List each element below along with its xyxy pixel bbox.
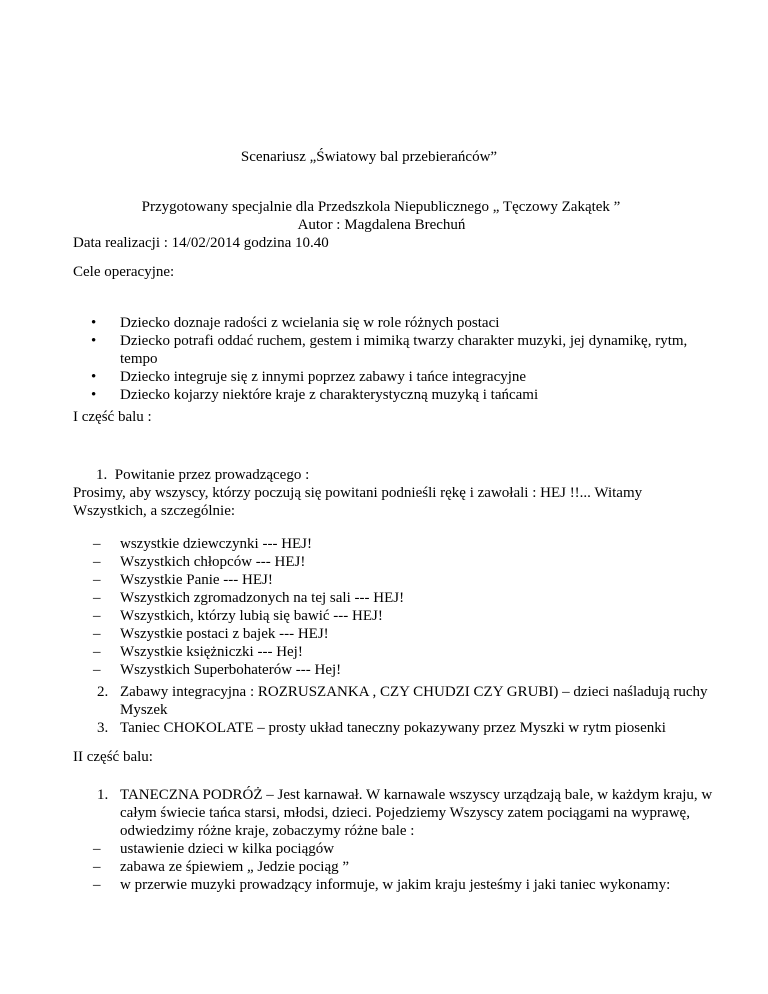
greeting-line: – Wszystkie Panie --- HEJ! — [73, 571, 404, 589]
greeting-line: – Wszystkich Superbohaterów --- Hej! — [73, 661, 404, 679]
greeting-line: – Wszystkich zgromadzonych na tej sali --- HEJ! — [73, 589, 404, 607]
game-text: Zabawy integracyjna : ROZRUSZANKA , CZY CHUDZI CZY GRUBI) – dzieci naśladują ruchy Myszek — [120, 684, 708, 718]
dash-marker: – — [93, 841, 101, 857]
journey-step — [73, 840, 723, 858]
game-text: Taniec CHOKOLATE – prosty układ taneczny pokazywany przez Myszki w rytm piosenki — [120, 720, 666, 736]
greetings-list — [73, 535, 404, 679]
goal-item: • Dziecko doznaje radości z wcielania się w role różnych postaci — [73, 314, 693, 332]
journey-step-text: zabawa ze śpiewiem „ Jedzie pociąg ” — [120, 859, 350, 875]
part1-heading: I część balu : — [73, 409, 152, 425]
dash-marker: – — [93, 859, 101, 875]
journey-text: TANECZNA PODRÓŻ – Jest karnawał. W karnawale wszyscy urządzają bale, w każdym kraju, w całym świecie tańca starsi, młodsi, dzieci. Pojedziemy Wszyscy zatem pociągami na wyprawę, odwiedzimy różne kraje, zobaczymy różne bale : — [120, 787, 713, 839]
journey-step-text: w przerwie muzyki prowadzący informuje, w jakim kraju jesteśmy i jaki taniec wykonamy: — [120, 877, 671, 893]
dash-marker: – — [93, 877, 101, 893]
greeting-line: – Wszystkich, którzy lubią się bawić --- HEJ! — [73, 607, 404, 625]
greeting-line: – Wszystkie postaci z bajek --- HEJ! — [73, 625, 404, 643]
journey-step-text: ustawienie dzieci w kilka pociągów — [120, 841, 335, 857]
greeting-line: – Wszystkich chłopców --- HEJ! — [73, 553, 404, 571]
greeting-line: – Wszystkie księżniczki --- Hej! — [73, 643, 404, 661]
journey-step — [73, 876, 723, 894]
goal-item: • Dziecko potrafi oddać ruchem, gestem i mimiką twarzy charakter muzyki, jej dynamikę, rytm, tempo — [73, 332, 693, 368]
greeting-line: – wszystkie dziewczynki --- HEJ! — [73, 535, 404, 553]
goals-list — [73, 314, 693, 404]
journey-section — [73, 786, 723, 894]
author-line: Autor : Magdalena Brechuń — [297, 217, 466, 233]
greeting-number: 1. — [96, 467, 108, 483]
page-title: Scenariusz „Światowy bal przebierańców” — [240, 149, 498, 165]
greeting-item-label: Powitanie przez prowadzącego : — [114, 467, 310, 483]
greeting-item — [96, 466, 309, 484]
games-list — [73, 683, 723, 737]
greeting-text: Prosimy, aby wszyscy, którzy poczują się powitani podnieśli rękę i zawołali : HEJ !!... Witamy Wszystkich, a szczególnie: — [73, 485, 643, 519]
goal-item: • Dziecko integruje się z innymi poprzez zabawy i tańce integracyjne — [73, 368, 693, 386]
date-line: Data realizacji : 14/02/2014 godzina 10.40 — [73, 235, 329, 251]
journey-number: 1. — [97, 787, 109, 803]
game-number: 2. — [97, 684, 109, 700]
goal-item: • Dziecko kojarzy niektóre kraje z charakterystyczną muzyką i tańcami — [73, 386, 693, 404]
game-item — [73, 683, 723, 719]
prepared-for-line: Przygotowany specjalnie dla Przedszkola Niepublicznego „ Tęczowy Zakątek ” — [141, 199, 621, 215]
game-item — [73, 719, 723, 737]
journey-step — [73, 858, 723, 876]
journey-item — [73, 786, 723, 840]
goals-heading: Cele operacyjne: — [73, 264, 175, 280]
part2-heading: II część balu: — [73, 749, 153, 765]
game-number: 3. — [97, 720, 109, 736]
